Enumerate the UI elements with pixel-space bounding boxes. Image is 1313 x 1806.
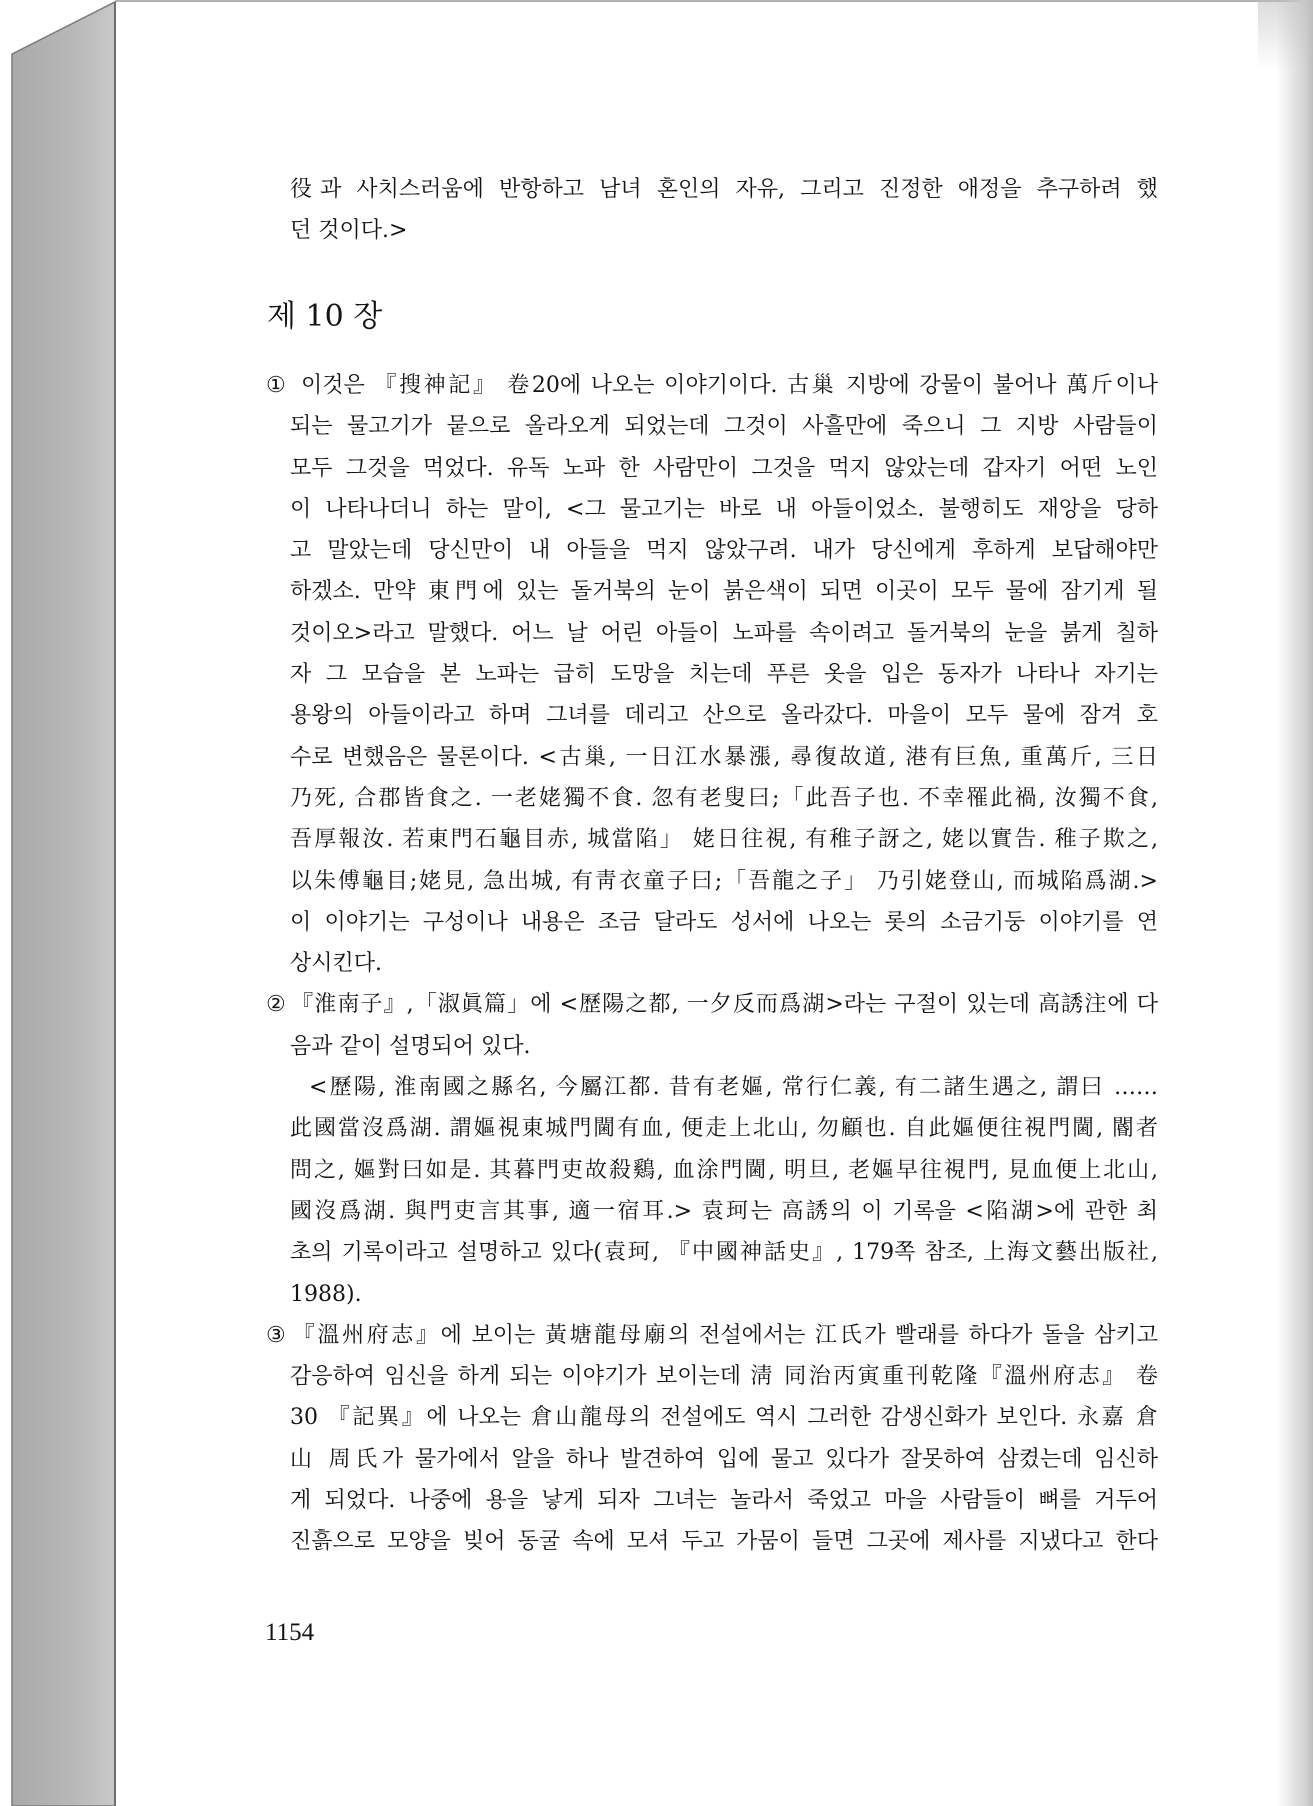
continuation-paragraph — [290, 169, 1158, 252]
note-1 — [266, 365, 1158, 984]
text-line: 초의 기록이라고 설명하고 있다(袁珂, 『中國神話史』, 179쪽 참조, 上海文藝出版社, — [290, 1240, 1158, 1266]
text-line — [266, 1315, 1158, 1356]
chapter-heading: 제 10 장 — [267, 299, 383, 334]
text-line — [266, 365, 1158, 406]
text-line: 상시킨다. — [290, 951, 383, 977]
page-number: 1154 — [265, 1619, 315, 1646]
text-line: 吾厚報汝. 若東門石龜目赤, 城當陷」 姥日往視, 有稚子訝之, 姥以實告. 稚子欺之, — [290, 827, 1158, 853]
text-line: 役과 사치스러움에 반항하고 남녀 혼인의 자유, 그리고 진정한 애정을 추구하려 했 — [290, 177, 1158, 202]
text-line: 고 말았는데 당신만이 내 아들을 먹지 않았구려. 내가 당신에게 후하게 보답해야만 — [290, 538, 1158, 564]
text-line: 수로 변했음은 물론이다. <古巢, 一日江水暴漲, 尋復故道, 港有巨魚, 重萬斤, 三日 — [290, 744, 1158, 770]
text-line: 되는 물고기가 뭍으로 올라오게 되었는데 그것이 사흘만에 죽으니 그 지방 사람들이 — [290, 414, 1158, 440]
chapter-notes — [266, 365, 1158, 1563]
text-line: 모두 그것을 먹었다. 유독 노파 한 사람만이 그것을 먹지 않았는데 갑자기 어떤 노인 — [290, 455, 1158, 481]
note-text: 『溫州府志』에 보이는 黃塘龍母廟의 전설에서는 江氏가 빨래를 하다가 돌을 삼키고 — [290, 1322, 1158, 1348]
text-line: 此國當沒爲湖. 謂嫗視東城門閫有血, 便走上北山, 勿顧也. 自此嫗便往視門閫, 閽者 — [290, 1116, 1158, 1142]
text-line: 용왕의 아들이라고 하며 그녀를 데리고 산으로 올라갔다. 마을이 모두 물에 잠겨 호 — [290, 703, 1158, 729]
text-line: 乃死, 合郡皆食之. 一老姥獨不食. 忽有老叟曰;「此吾子也. 不幸罹此禍, 汝獨不食, — [290, 785, 1158, 811]
text-line: 하겠소. 만약 東門에 있는 돌거북의 눈이 붉은색이 되면 이곳이 모두 물에 잠기게 될 — [290, 579, 1158, 605]
text-line: 山 周氏가 물가에서 알을 하나 발견하여 입에 물고 있다가 잘못하여 삼켰는데 임신하 — [290, 1446, 1158, 1472]
text-line: 30 『記異』에 나오는 倉山龍母의 전설에도 역시 그러한 감생신화가 보인다. 永嘉 倉 — [290, 1405, 1158, 1431]
quoted-text-line: <歷陽, 淮南國之縣名, 今屬江都. 昔有老嫗, 常行仁義, 有二諸生遇之, 謂曰 …… — [309, 1075, 1158, 1101]
note-3 — [266, 1315, 1158, 1563]
text-line — [266, 984, 1158, 1025]
text-line: 던 것이다.> — [290, 218, 408, 244]
note-marker: ① — [266, 373, 286, 398]
note-2 — [266, 984, 1158, 1314]
page-edge-shadow — [1276, 0, 1313, 1806]
note-marker: ③ — [266, 1322, 286, 1348]
text-line: 진흙으로 모양을 빚어 동굴 속에 모셔 두고 가뭄이 들면 그곳에 제사를 지냈다고 한다 — [290, 1529, 1158, 1555]
book-spine — [12, 2, 115, 1806]
text-line: 게 되었다. 나중에 용을 낳게 되자 그녀는 놀라서 죽었고 마을 사람들이 뼈를 거두어 — [290, 1488, 1158, 1514]
text-line: 1988). — [290, 1281, 362, 1307]
text-line: 이 이야기는 구성이나 내용은 조금 달라도 성서에 나오는 롯의 소금기둥 이야기를 연 — [290, 909, 1158, 935]
text-line: 問之, 嫗對曰如是. 其暮門吏故殺鷄, 血涂門閫, 明旦, 老嫗早往視門, 見血便上北山, — [290, 1157, 1158, 1183]
text-line: 以朱傅龜目;姥見, 急出城, 有靑衣童子曰;「吾龍之子」 乃引姥登山, 而城陷爲湖.> — [290, 868, 1158, 894]
text-line: 이 나타나더니 하는 말이, <그 물고기는 바로 내 아들이었소. 불행히도 재앙을 당하 — [290, 496, 1158, 522]
note-text: 『淮南子』,「淑眞篇」에 <歷陽之都, 一夕反而爲湖>라는 구절이 있는데 高誘注에 다 — [290, 992, 1158, 1018]
text-line: 자 그 모습을 본 노파는 급히 도망을 치는데 푸른 옷을 입은 동자가 나타나 자기는 — [290, 662, 1158, 688]
note-text: 이것은 『搜神記』 卷20에 나오는 이야기이다. 古巢 지방에 강물이 불어나 萬斤이나 — [301, 373, 1158, 398]
note-marker: ② — [266, 992, 286, 1018]
text-line: 음과 같이 설명되어 있다. — [290, 1033, 531, 1059]
text-line: 것이오>라고 말했다. 어느 날 어린 아들이 노파를 속이려고 돌거북의 눈을 붉게 칠하 — [290, 620, 1158, 646]
text-line: 國沒爲湖. 與門吏言其事, 適一宿耳.> 袁珂는 高誘의 이 기록을 <陷湖>에 관한 최 — [290, 1198, 1158, 1224]
text-line: 감응하여 임신을 하게 되는 이야기가 보이는데 淸 同治丙寅重刊乾隆『溫州府志』 卷 — [290, 1364, 1158, 1390]
page-corner-shadow — [1258, 0, 1313, 70]
